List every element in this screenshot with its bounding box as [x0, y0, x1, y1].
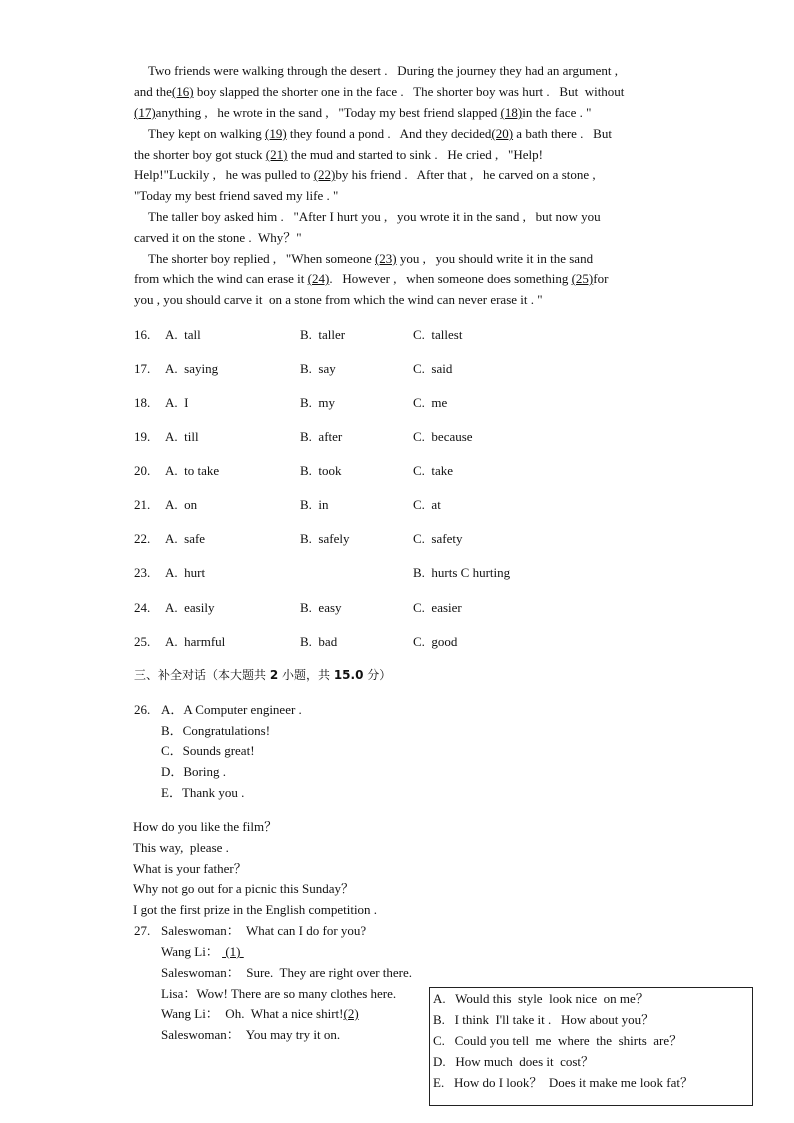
- box-option[interactable]: B. I think I'll take it . How about you？: [433, 1012, 655, 1027]
- option-a[interactable]: A. to take: [165, 463, 220, 478]
- text: 15.0: [333, 668, 364, 682]
- question-number: 17.: [134, 361, 151, 376]
- passage-line: [134, 187, 338, 205]
- question-number: 22.: [134, 531, 151, 546]
- option-a[interactable]: A. easily: [165, 600, 215, 615]
- q26-option[interactable]: A．A Computer engineer .: [161, 702, 302, 717]
- passage-line: [134, 104, 591, 122]
- option-c[interactable]: C. because: [413, 429, 473, 444]
- q26-option[interactable]: E．Thank you .: [161, 785, 245, 800]
- passage-line: [148, 250, 593, 268]
- text: 三、补全对话（本大题共: [134, 668, 270, 682]
- text: Wang Li： Oh. What a nice shirt!: [161, 1006, 344, 1021]
- question-number: 18.: [134, 395, 151, 410]
- text: from which the wind can erase it: [134, 271, 308, 286]
- text: The taller boy asked him . "After I hurt you , you wrote it in the sand , but now you: [148, 209, 601, 224]
- text: Saleswoman： What can I do for you?: [161, 923, 367, 938]
- option-c[interactable]: C. safety: [413, 531, 463, 546]
- text: you , you should carve it on a stone from which the wind can never erase it . ": [134, 292, 543, 307]
- blank-16: (16): [171, 84, 194, 99]
- text: The shorter boy replied , "When someone: [148, 251, 375, 266]
- text: 分）: [363, 668, 392, 682]
- text: Two friends were walking through the desert . During the journey they had an argument ,: [148, 63, 618, 78]
- section-heading: [134, 666, 391, 683]
- passage-line: [148, 62, 618, 80]
- blank-18: (18): [500, 105, 523, 120]
- question-number: 23.: [134, 565, 151, 580]
- box-option[interactable]: E. How do I look？ Does it make me look fat？: [433, 1075, 693, 1090]
- q26-line: Why not go out for a picnic this Sunday？: [133, 881, 354, 896]
- passage-line: [134, 146, 543, 164]
- passage-line: [134, 83, 624, 101]
- passage-line: [134, 270, 608, 288]
- dialog-line: [161, 943, 244, 961]
- option-c[interactable]: C. me: [413, 395, 448, 410]
- blank-21: (21): [265, 147, 288, 162]
- dialog-line: [161, 1005, 359, 1023]
- text: anything , he wrote in the sand , "Today my best friend slapped: [155, 105, 501, 120]
- q26-option[interactable]: B．Congratulations!: [161, 723, 271, 738]
- option-a[interactable]: A. I: [165, 395, 189, 410]
- blank-23: (23): [374, 251, 397, 266]
- text: they found a pond . And they decided: [286, 126, 492, 141]
- text: Saleswoman： Sure. They are right over there.: [161, 965, 413, 980]
- q26-option[interactable]: D．Boring .: [161, 764, 227, 779]
- text: Help!"Luckily , he was pulled to: [134, 167, 314, 182]
- text: 2: [269, 668, 279, 682]
- q26-option[interactable]: C．Sounds great!: [161, 743, 255, 758]
- blank-22: (22): [313, 167, 336, 182]
- option-b[interactable]: B. after: [300, 429, 343, 444]
- option-b[interactable]: B. took: [300, 463, 342, 478]
- text: a bath there . But: [513, 126, 612, 141]
- option-a[interactable]: A. harmful: [165, 634, 226, 649]
- question-number: 24.: [134, 600, 151, 615]
- question-number: 21.: [134, 497, 151, 512]
- option-c[interactable]: C. good: [413, 634, 458, 649]
- text: the shorter boy got stuck: [134, 147, 266, 162]
- text: Wang Li：: [161, 944, 223, 959]
- text: boy slapped the shorter one in the face . The shorter boy was hurt . But without: [193, 84, 625, 99]
- blank-20: (20): [491, 126, 514, 141]
- option-c[interactable]: C. take: [413, 463, 454, 478]
- dialog-line: [161, 1026, 340, 1044]
- passage-line: [134, 166, 596, 184]
- blank-2: (2): [343, 1006, 359, 1021]
- question-number: 19.: [134, 429, 151, 444]
- option-c[interactable]: C. easier: [413, 600, 462, 615]
- passage-line: [134, 291, 543, 309]
- option-a[interactable]: A. on: [165, 497, 198, 512]
- question-number: 26.: [134, 702, 151, 717]
- option-a[interactable]: A. saying: [165, 361, 219, 376]
- question-number: 20.: [134, 463, 151, 478]
- question-number: 25.: [134, 634, 151, 649]
- option-c[interactable]: C. tallest: [413, 327, 463, 342]
- option-b[interactable]: B. my: [300, 395, 336, 410]
- option-bc[interactable]: B. hurts C hurting: [413, 565, 511, 580]
- text: and the: [134, 84, 172, 99]
- passage-line: [148, 208, 601, 226]
- blank-19: (19): [264, 126, 287, 141]
- option-b[interactable]: B. taller: [300, 327, 346, 342]
- option-b[interactable]: B. bad: [300, 634, 338, 649]
- blank-17: (17): [134, 105, 156, 120]
- option-b[interactable]: B. in: [300, 497, 329, 512]
- text: for: [593, 271, 609, 286]
- option-a[interactable]: A. safe: [165, 531, 206, 546]
- options-box: [429, 987, 753, 1106]
- q26-line: What is your father？: [133, 861, 247, 876]
- dialog-line: [161, 985, 396, 1003]
- option-c[interactable]: C. said: [413, 361, 453, 376]
- text: in the face . ": [522, 105, 592, 120]
- question-number: 27.: [134, 923, 151, 938]
- option-a[interactable]: A. hurt: [165, 565, 206, 580]
- q26-line: This way, please .: [133, 840, 229, 855]
- text: They kept on walking: [148, 126, 265, 141]
- text: you , you should write it in the sand: [396, 251, 594, 266]
- passage-line: [134, 229, 302, 247]
- text: Lisa：Wow! There are so many clothes here.: [161, 986, 397, 1001]
- option-b[interactable]: B. easy: [300, 600, 342, 615]
- box-option[interactable]: A. Would this style look nice on me？: [433, 991, 649, 1006]
- question-number: 16.: [134, 327, 151, 342]
- box-option[interactable]: D. How much does it cost？: [433, 1054, 595, 1069]
- blank-25: (25): [571, 271, 594, 286]
- option-a[interactable]: A. till: [165, 429, 199, 444]
- blank-24: (24): [307, 271, 330, 286]
- text: "Today my best friend saved my life . ": [134, 188, 339, 203]
- option-c[interactable]: C. at: [413, 497, 441, 512]
- option-b[interactable]: B. say: [300, 361, 336, 376]
- box-option[interactable]: C. Could you tell me where the shirts are？: [433, 1033, 683, 1048]
- option-a[interactable]: A. tall: [165, 327, 201, 342]
- option-b[interactable]: B. safely: [300, 531, 350, 546]
- text: Saleswoman： You may try it on.: [161, 1027, 341, 1042]
- text: by his friend . After that , he carved on a stone ,: [335, 167, 596, 182]
- passage-line: [148, 125, 612, 143]
- q26-line: I got the first prize in the English competition .: [133, 902, 378, 917]
- dialog-line: [161, 964, 412, 982]
- blank-1: (1): [222, 944, 244, 959]
- text: . However , when someone does something: [329, 271, 572, 286]
- text: the mud and started to sink . He cried , "Help!: [287, 147, 543, 162]
- text: 小题，共: [278, 668, 334, 682]
- dialog-line: [161, 922, 366, 940]
- q26-line: How do you like the film？: [133, 819, 278, 834]
- text: carved it on the stone . Why？": [134, 230, 302, 245]
